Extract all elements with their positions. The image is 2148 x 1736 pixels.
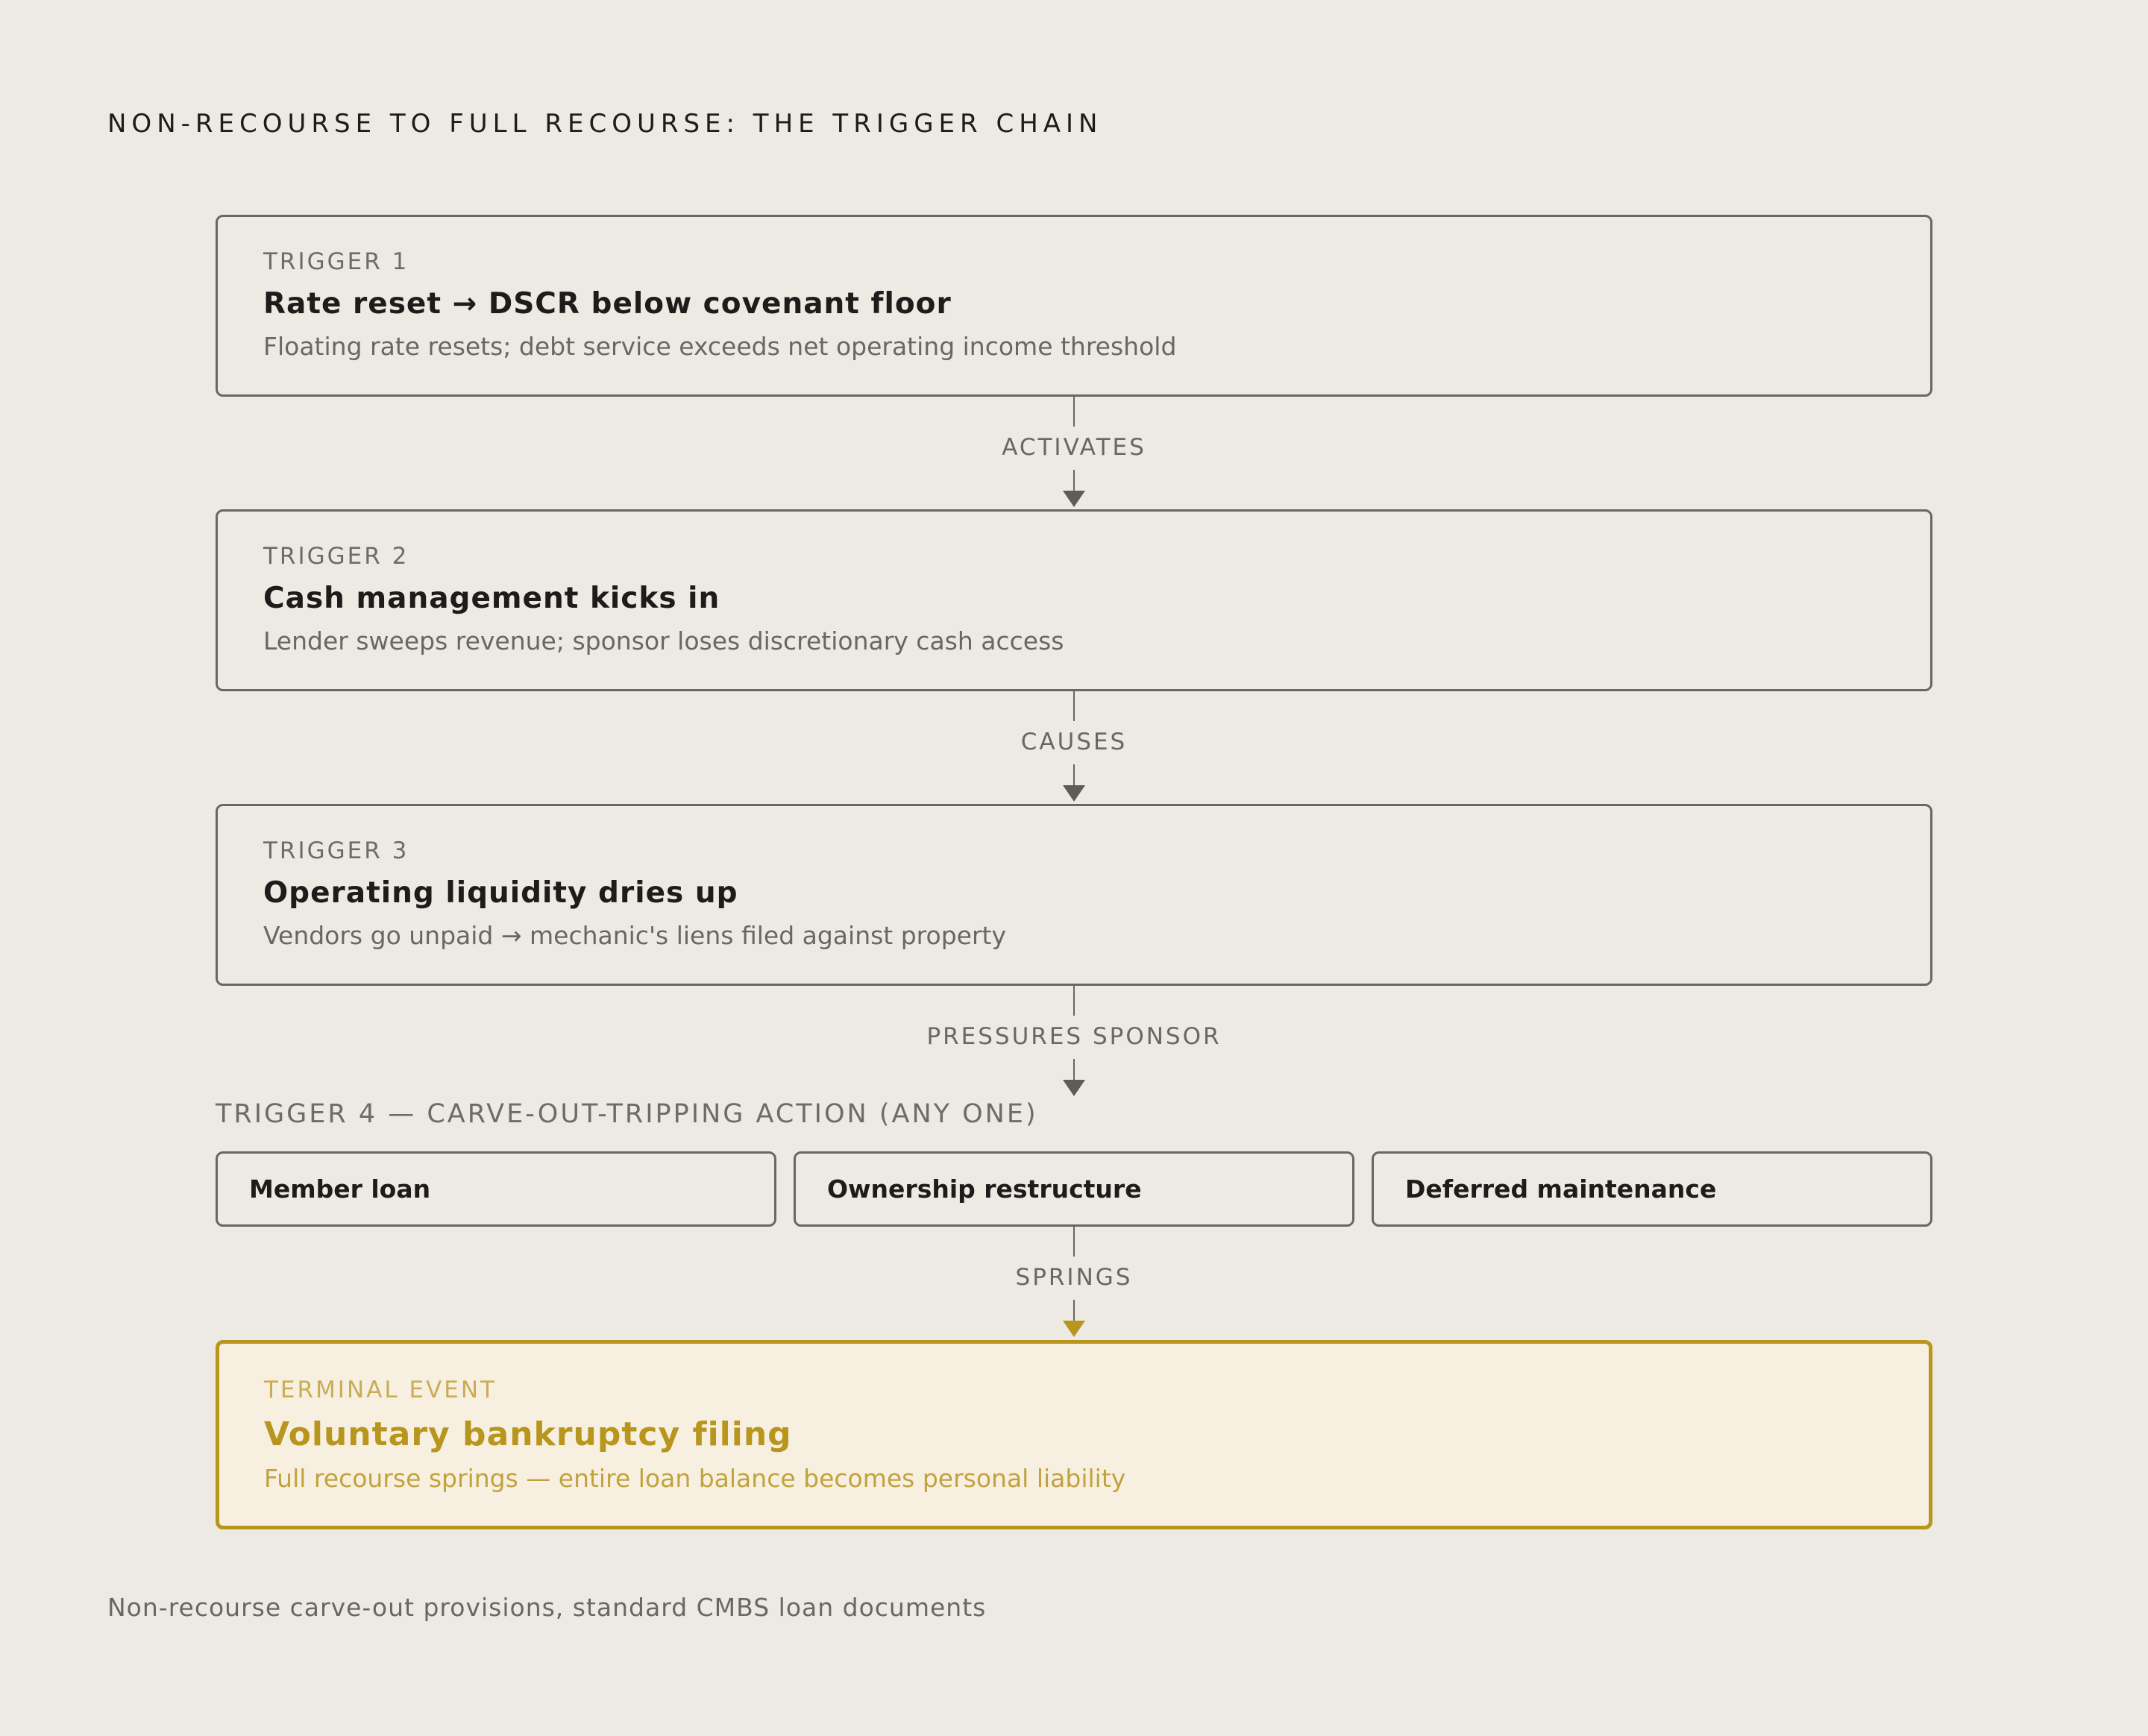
- connector-line: [1073, 1227, 1075, 1257]
- trigger-3-detail: Vendors go unpaid → mechanic's liens filed against property: [263, 921, 1006, 950]
- trigger-2-headline: Cash management kicks in: [263, 582, 720, 615]
- connector-line: [1073, 1300, 1075, 1322]
- carve-out-heading: TRIGGER 4 — CARVE-OUT-TRIPPING ACTION (ANY ONE): [216, 1099, 1038, 1129]
- trigger-2-detail: Lender sweeps revenue; sponsor loses discretionary cash access: [263, 626, 1064, 655]
- action-label: Ownership restructure: [827, 1174, 1142, 1204]
- terminal-eyebrow: TERMINAL EVENT: [264, 1377, 497, 1403]
- trigger-1-detail: Floating rate resets; debt service exceeds net operating income threshold: [263, 332, 1177, 361]
- trigger-1-card: [216, 215, 1932, 397]
- arrow-down-icon: [1063, 491, 1085, 507]
- trigger-3-headline: Operating liquidity dries up: [263, 876, 738, 910]
- connector-line: [1073, 986, 1075, 1016]
- page-title: NON-RECOURSE TO FULL RECOURSE: THE TRIGGER CHAIN: [107, 109, 1103, 139]
- trigger-1-headline: Rate reset → DSCR below covenant floor: [263, 287, 952, 321]
- source-footnote: Non-recourse carve-out provisions, standard CMBS loan documents: [107, 1593, 987, 1622]
- trigger-3-eyebrow: TRIGGER 3: [263, 837, 409, 864]
- connector-label: ACTIVATES: [1002, 434, 1146, 461]
- terminal-event-card: [216, 1340, 1932, 1529]
- connector-line: [1073, 691, 1075, 721]
- action-label: Member loan: [249, 1174, 431, 1204]
- connector-label: CAUSES: [1020, 729, 1128, 755]
- action-deferred-maintenance: [1372, 1151, 1932, 1227]
- action-label: Deferred maintenance: [1405, 1174, 1717, 1204]
- trigger-3-card: [216, 804, 1932, 986]
- arrow-down-icon: [1063, 785, 1085, 802]
- action-ownership-restructure: [794, 1151, 1354, 1227]
- trigger-2-eyebrow: TRIGGER 2: [263, 543, 409, 570]
- trigger-1-eyebrow: TRIGGER 1: [263, 248, 409, 275]
- arrow-down-icon: [1063, 1321, 1085, 1337]
- connector-label: SPRINGS: [1015, 1264, 1133, 1291]
- connector-line: [1073, 470, 1075, 492]
- trigger-2-card: [216, 509, 1932, 691]
- connector-line: [1073, 1059, 1075, 1081]
- action-member-loan: [216, 1151, 776, 1227]
- terminal-detail: Full recourse springs — entire loan balance becomes personal liability: [264, 1464, 1126, 1493]
- connector-line: [1073, 397, 1075, 427]
- connector-line: [1073, 764, 1075, 787]
- arrow-down-icon: [1063, 1080, 1085, 1096]
- connector-label: PRESSURES SPONSOR: [926, 1023, 1222, 1050]
- terminal-headline: Voluntary bankruptcy filing: [264, 1415, 792, 1453]
